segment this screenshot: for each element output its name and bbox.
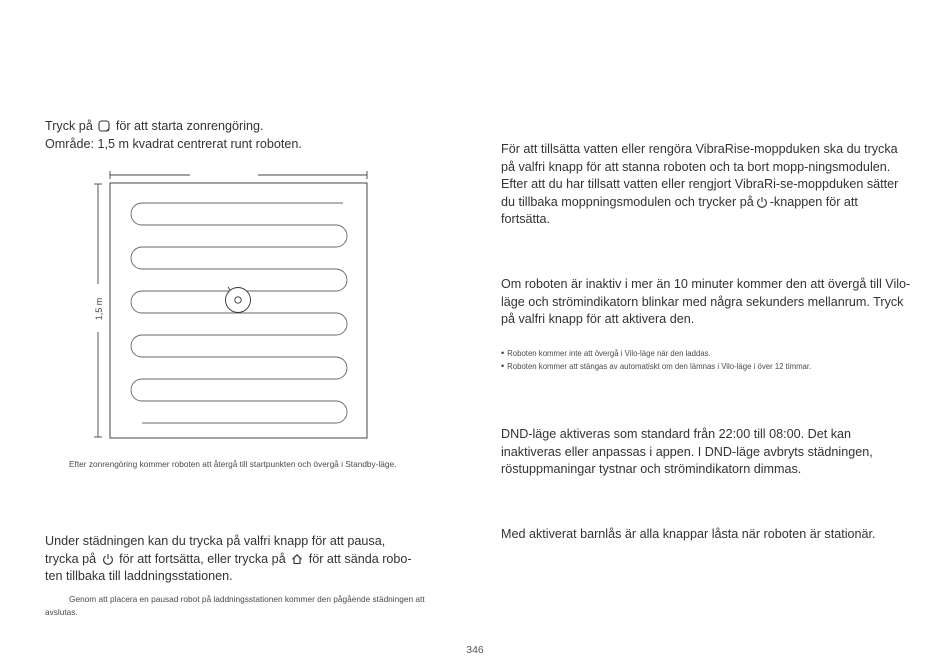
zone-clean-icon xyxy=(98,120,110,132)
list-item: • Roboten kommer att stängas av automatiskt om den lämnas i Vilo-läge i över 12 timmar. xyxy=(501,360,921,373)
sleep-notes-list xyxy=(501,347,921,373)
zone-area-text: Område: 1,5 m kvadrat centrerat runt roboten. xyxy=(45,136,302,151)
water-instruction xyxy=(501,141,907,229)
zone-clean-instruction xyxy=(45,118,445,153)
child-lock-text: Med aktiverat barnlås är alla knappar låsta när roboten är stationär. xyxy=(501,527,876,541)
pause-text-2b: för att fortsätta, eller trycka på xyxy=(119,551,286,566)
pause-text-3: ten tillbaka till laddningsstationen. xyxy=(45,569,233,583)
home-icon xyxy=(291,553,303,565)
zone-text-1: Tryck på xyxy=(45,119,93,133)
zone-text-2: för att starta zonrengöring. xyxy=(115,119,264,133)
pause-text-1: Under städningen kan du trycka på valfri knapp för att pausa, xyxy=(45,534,386,548)
side-length-label: 1,5 m xyxy=(94,297,104,321)
robot-icon xyxy=(226,287,251,313)
pause-note: Genom att placera en pausad robot på laddningsstationen kommer den pågående städningen att avslutas. xyxy=(45,594,425,617)
zone-clean-note: Efter zonrengöring kommer roboten att återgå till startpunkten och övergå i Standby-läge. xyxy=(69,459,397,469)
pause-instruction xyxy=(45,533,455,586)
pause-text-2c: för att sända robo- xyxy=(308,551,412,566)
water-text-end: -knappen för att fortsätta. xyxy=(501,194,858,226)
page-number: 346 xyxy=(466,644,484,656)
power-icon xyxy=(756,196,768,208)
zone-clean-diagram xyxy=(80,162,380,444)
dnd-mode-text: DND-läge aktiveras som standard från 22:00 till 08:00. Det kan inaktiveras eller anpassas i appen. I DND-läge avbryts städningen, röstuppmaningar tystnar och strömindikatorn dimmas. xyxy=(501,427,873,476)
pause-text-2a: trycka på xyxy=(45,551,97,566)
power-icon xyxy=(102,553,114,565)
sleep-mode-text: Om roboten är inaktiv i mer än 10 minuter kommer den att övergå till Vilo-läge och strömindikatorn blinkar med några sekunders mellanrum. Tryck på valfri knapp för att aktivera den. xyxy=(501,277,911,326)
top-dimension-line xyxy=(110,171,367,179)
cleaning-path xyxy=(131,203,347,423)
water-text: För att tillsätta vatten eller rengöra VibraRise-moppduken ska du trycka på valfri knapp för att stanna roboten och ta bort mopp-ningsmodulen. Efter att du har tillsatt vatten eller rengjort VibraRi-se-moppduken sätter du tillbaka moppningsmodulen och trycker på xyxy=(501,142,899,209)
list-item: • Roboten kommer inte att övergå i Vilo-läge när den laddas. xyxy=(501,347,921,360)
